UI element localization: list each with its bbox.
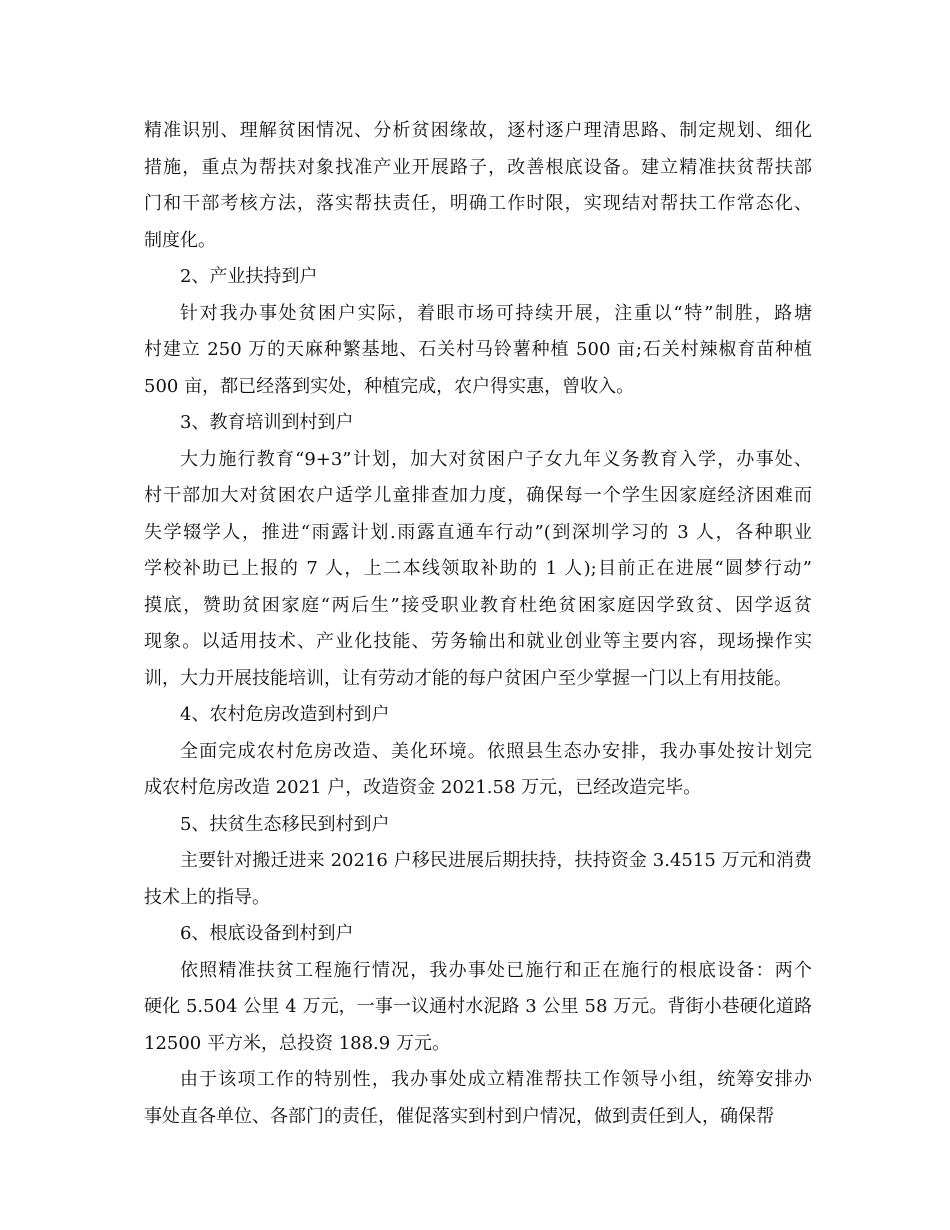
text-line: 依照精准扶贫工程施行情况，我办事处已施行和正在施行的根底设备：两个	[180, 959, 812, 981]
text-line: 技术上的指导。	[144, 886, 270, 908]
section-heading	[144, 259, 812, 296]
text-line: 主要针对搬迁进来 20216 户移民进展后期扶持，扶持资金 3.4515 万元和消费	[180, 850, 812, 871]
paragraph	[144, 734, 812, 807]
text-line: 门和干部考核方法，落实帮扶责任，明确工作时限，实现结对帮扶工作常态化、	[144, 193, 812, 214]
text-line: 制度化。	[144, 229, 216, 251]
paragraph	[144, 953, 812, 1063]
text-line: 针对我办事处贫困户实际，着眼市场可持续开展，注重以“特”制胜，路塘	[180, 302, 812, 324]
document-body	[144, 113, 812, 1135]
text-line: 12500 平方米，总投资 188.9 万元。	[144, 1032, 450, 1054]
section-heading	[144, 807, 812, 844]
paragraph	[144, 296, 812, 406]
section-heading	[144, 697, 812, 734]
text-line: 大力施行教育“9+3”计划，加大对贫困户子女九年义务教育入学，办事处、	[180, 448, 812, 470]
paragraph	[144, 1062, 812, 1135]
text-line: 硬化 5.504 公里 4 万元，一事一议通村水泥路 3 公里 58 万元。背街小巷硬化道路	[144, 996, 812, 1017]
text-line: 精准识别、理解贫困情况、分析贫困缘故，逐村逐户理清思路、制定规划、细化	[144, 120, 812, 141]
text-line: 由于该项工作的特别性，我办事处成立精准帮扶工作领导小组，统筹安排办	[180, 1069, 812, 1090]
section-heading	[144, 916, 812, 953]
text-line: 村建立 250 万的天麻种繁基地、石关村马铃薯种植 500 亩;石关村辣椒育苗种植	[144, 339, 812, 360]
text-line: 4、农村危房改造到村到户	[180, 704, 390, 725]
text-line: 全面完成农村危房改造、美化环境。依照县生态办安排，我办事处按计划完	[180, 740, 812, 762]
text-line: 失学辍学人，推进“雨露计划.雨露直通车行动”(到深圳学习的 3 人，各种职业	[144, 521, 812, 543]
paragraph	[144, 442, 812, 698]
section-heading	[144, 405, 812, 442]
text-line: 2、产业扶持到户	[180, 266, 318, 287]
paragraph	[144, 113, 812, 259]
text-line: 摸底，赞助贫困家庭“两后生”接受职业教育杜绝贫困家庭因学致贫、因学返贫	[144, 594, 812, 616]
text-line: 现象。以适用技术、产业化技能、劳务输出和就业创业等主要内容，现场操作实	[144, 631, 812, 652]
text-line: 成农村危房改造 2021 户，改造资金 2021.58 万元，已经改造完毕。	[144, 777, 702, 798]
text-line: 事处直各单位、各部门的责任，催促落实到村到户情况，做到责任到人，确保帮	[144, 1105, 774, 1127]
text-line: 3、教育培训到村到户	[180, 412, 354, 433]
text-line: 措施，重点为帮扶对象找准产业开展路子，改善根底设备。建立精准扶贫帮扶部	[144, 156, 812, 178]
text-line: 村干部加大对贫困农户适学儿童排查加力度，确保每一个学生因家庭经济困难而	[144, 485, 812, 506]
paragraph	[144, 843, 812, 916]
text-line: 6、根底设备到村到户	[180, 923, 354, 944]
text-line: 5、扶贫生态移民到村到户	[180, 813, 390, 835]
text-line: 训，大力开展技能培训，让有劳动才能的每户贫困户至少掌握一门以上有用技能。	[144, 667, 792, 689]
text-line: 学校补助已上报的 7 人，上二本线领取补助的 1 人);目前正在进展“圆梦行动”	[144, 558, 812, 579]
text-line: 500 亩，都已经落到实处，种植完成，农户得实惠，曾收入。	[144, 375, 635, 397]
